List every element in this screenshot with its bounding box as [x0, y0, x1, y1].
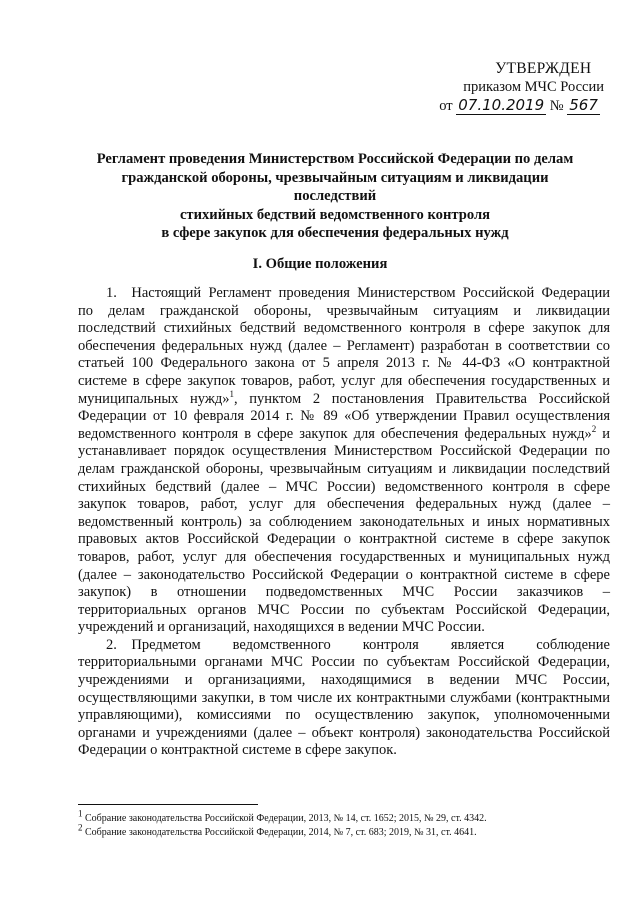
section-heading: I. Общие положения: [252, 256, 388, 272]
approval-date-line: [439, 96, 604, 115]
footnote-1: [78, 808, 610, 826]
paragraph-1: [78, 285, 610, 637]
footnote-divider: [78, 804, 258, 805]
footnote-text: Собрание законодательства Российской Федерации, 2014, № 7, ст. 683; 2019, № 31, ст. 4641.: [82, 827, 477, 838]
document-title: [80, 150, 590, 243]
number-label: №: [549, 98, 564, 114]
paragraph-1-part-a: 1. Настоящий Регламент проведения Министерством Российской Федерации по делам гражданской обороны, чрезвычайным ситуациям и ликвидации последствий стихийных бедствий ведомственного контроля в сфере закупок для обеспечения федеральных нужд (далее – Регламент) разработан в соответствии со статьей 100 Федерального закона от 5 апреля 2013 г. № 44-ФЗ «О контрактной системе в сфере закупок товаров, работ, услуг для обеспечения государственных и муниципальных нужд»: [78, 285, 610, 407]
footnote-ref-2: 2: [591, 423, 597, 434]
title-line: Регламент проведения Министерством Российской Федерации по делам: [96, 151, 574, 167]
from-label: от: [439, 98, 453, 114]
footnote-mark: 1: [78, 808, 83, 819]
paragraph-1-part-b: , пунктом 2 постановления Правительства Российской Федерации от 10 февраля 2014 г. № 89 «Об утверждении Правил осуществления ведомственного контроля в сфере закупок для обеспечения федеральных нужд»: [78, 390, 610, 442]
footnote-ref-1: 1: [229, 388, 234, 399]
approval-number: 567: [569, 96, 598, 114]
footnotes: [78, 808, 610, 840]
footnote-text: Собрание законодательства Российской Федерации, 2013, № 14, ст. 1652; 2015, № 29, ст. 4342.: [82, 813, 487, 824]
title-line: в сфере закупок для обеспечения федеральных нужд: [161, 225, 509, 241]
paragraph-1-part-c: и устанавливает порядок осуществления Министерством Российской Федерации по делам гражданской обороны, чрезвычайным ситуациям и ликвидации последствий стихийных бедствий (далее – МЧС России) ведомственного контроля в сфере закупок товаров, работ, услуг для обеспечения федеральных нужд (далее – ведомственный контроль) за соблюдением законодательных и иных нормативных правовых актов Российской Федерации о контрактной системе в сфере закупок товаров, работ, услуг для обеспечения государственных и муниципальных нужд (далее – законодательство Российской Федерации о контрактной системе в сфере закупок) в отношении подведомственных МЧС России заказчиков – территориальных органов МЧС России по субъектам Российской Федерации, учреждений и организаций, находящихся в ведении МЧС России.: [78, 425, 610, 636]
title-line: стихийных бедствий ведомственного контроля: [179, 206, 491, 223]
title-line: гражданской обороны, чрезвычайным ситуациям и ликвидации последствий: [121, 169, 549, 204]
footnote-mark: 2: [78, 822, 83, 833]
paragraph-2: 2. Предметом ведомственного контроля является соблюдение территориальными органами МЧС России по субъектам Российской Федерации, учреждениями и организациями, находящимися в ведении МЧС России, осуществляющими закупки, в том числе их контрактными службами (контрактными управляющими), комиссиями по осуществлению закупок, уполномоченными органами и учреждениями (далее – объект контроля) законодательства Российской Федерации о контрактной системе в сфере закупок.: [78, 636, 610, 759]
approval-date: 07.10.2019: [458, 96, 545, 114]
document-body: [78, 285, 610, 760]
approval-heading: УТВЕРЖДЕН: [495, 60, 592, 77]
footnote-2: [78, 822, 610, 840]
approval-order: приказом МЧС России: [463, 79, 604, 95]
approval-stamp: [439, 60, 604, 115]
